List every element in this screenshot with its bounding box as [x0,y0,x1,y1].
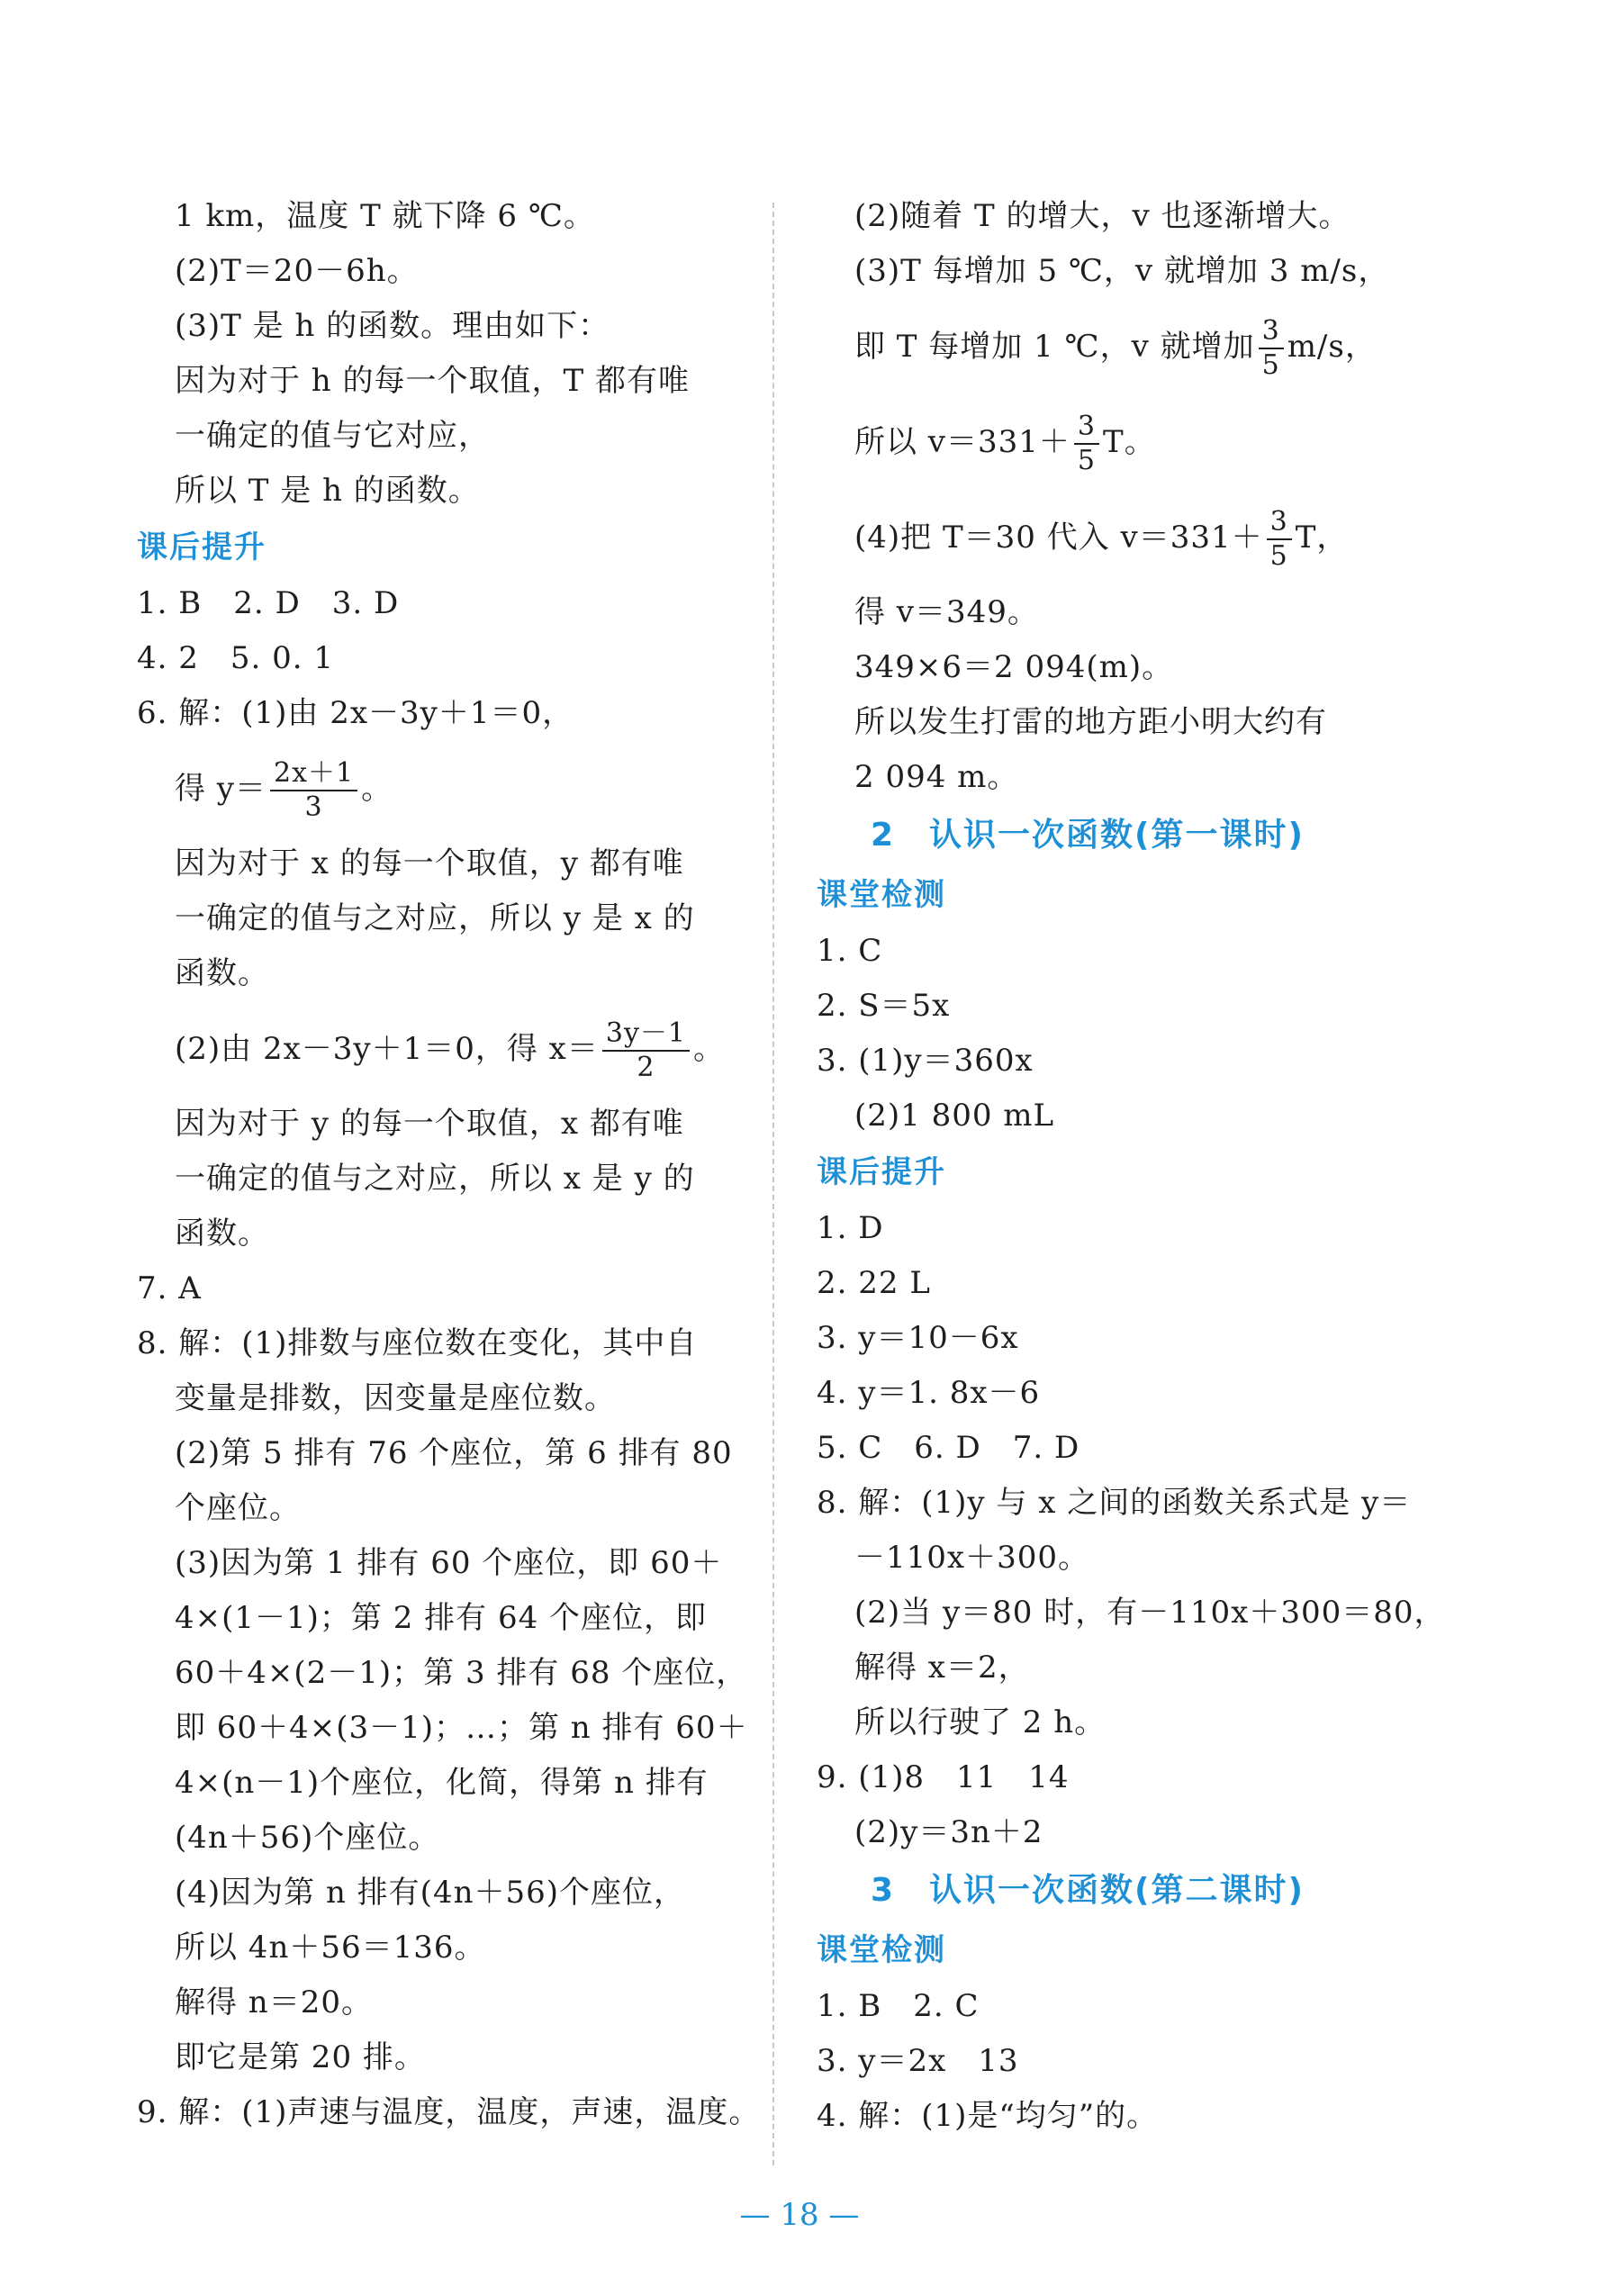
answer-line-fraction [817,394,1447,490]
answer-line: 所以发生打雷的地方距小明大约有 [854,704,1327,740]
answer-line: (2)当 y＝80 时，有－110x＋300＝80， [854,1595,1446,1631]
fraction-numerator: 3 [1267,506,1292,540]
answer-line: 349×6＝2 094(m)。 [854,649,1174,685]
fraction-numerator: 3 [1259,315,1284,349]
answer-line: 60＋4×(2－1)；第 3 排有 68 个座位， [175,1655,748,1691]
answer-line: 解得 n＝20。 [175,1984,373,2020]
text: 所以 v＝331＋ [854,424,1071,460]
fraction-numerator: 2x＋1 [270,757,357,791]
answer-line: 2 094 m。 [854,759,1019,795]
answer-line: 1. C [817,933,883,969]
answer-line: 1. B 2. C [817,1988,980,2024]
answer-line: 因为对于 x 的每一个取值，y 都有唯 [175,845,684,881]
fraction-denominator: 5 [1077,445,1097,476]
answer-line: 4×(1－1)；第 2 排有 64 个座位，即 [175,1600,708,1636]
text: 即 T 每增加 1 ℃，v 就增加 [854,329,1255,365]
answer-line: 一确定的值与它对应， [175,418,490,454]
answer-line: 2. S＝5x [817,988,951,1024]
text: 。 [693,1031,725,1067]
answer-line: 因为对于 h 的每一个取值，T 都有唯 [175,363,690,399]
answer-line: 所以 T 是 h 的函数。 [175,473,480,509]
text: m/s， [1287,329,1377,365]
section-heading-after-class: 课后提升 [137,529,266,565]
answer-line-fraction [137,1001,749,1097]
answer-line: 4. y＝1. 8x－6 [817,1375,1041,1411]
fraction-denominator: 3 [304,791,323,823]
answer-line: 变量是排数，因变量是座位数。 [175,1380,616,1416]
answer-line: 个座位。 [175,1490,301,1526]
answer-line: (2)T＝20－6h。 [175,253,419,289]
answer-line: 1. B 2. D 3. D [137,585,400,621]
answer-line: 函数。 [175,955,269,991]
answer-line: (2)1 800 mL [854,1098,1055,1134]
answer-line: 6. 解：(1)由 2x－3y＋1＝0， [137,695,574,731]
answer-line: 1 km，温度 T 就下降 6 ℃。 [175,198,595,234]
text: (2)由 2x－3y＋1＝0，得 x＝ [175,1031,599,1067]
section-heading-after-class: 课后提升 [817,1154,946,1190]
answer-line: 函数。 [175,1216,269,1252]
answer-line: 一确定的值与之对应，所以 x 是 y 的 [175,1161,695,1197]
answer-line: 因为对于 y 的每一个取值，x 都有唯 [175,1106,684,1142]
answer-line: 8. 解：(1)y 与 x 之间的函数关系式是 y＝ [817,1485,1412,1521]
answer-line-fraction [817,490,1447,585]
answer-line: 4. 解：(1)是“均匀”的。 [817,2098,1159,2134]
answer-line-fraction [137,741,749,836]
answer-line: 8. 解：(1)排数与座位数在变化，其中自 [137,1325,698,1361]
fraction-numerator: 3 [1074,411,1099,445]
answer-line: (2)第 5 排有 76 个座位，第 6 排有 80 [175,1435,733,1471]
answer-line: (3)因为第 1 排有 60 个座位，即 60＋ [175,1545,723,1581]
answer-line: 解得 x＝2， [854,1650,1030,1686]
answer-line: －110x＋300。 [854,1540,1089,1576]
answer-line: 所以 4n＋56＝136。 [175,1930,486,1966]
answer-line: 7. A [137,1270,202,1306]
answer-line: 即它是第 20 排。 [175,2039,426,2075]
text: (4)把 T＝30 代入 v＝331＋ [854,520,1263,556]
fraction [1074,411,1099,477]
page-number: — 18 — [739,2197,860,2233]
fraction [1259,315,1284,382]
answer-line: 2. 22 L [817,1265,931,1301]
text: 。 [361,771,393,807]
answer-line: (2)随着 T 的增大，v 也逐渐增大。 [854,198,1351,234]
text: 得 y＝ [175,771,267,807]
fraction-denominator: 5 [1261,349,1280,381]
answer-line: (4)因为第 n 排有(4n＋56)个座位， [175,1875,685,1911]
fraction [602,1017,690,1084]
fraction [270,757,357,824]
answer-line: 3. y＝2x 13 [817,2043,1019,2079]
answer-line: 9. 解：(1)声速与温度，温度，声速，温度。 [137,2094,761,2130]
fraction-numerator: 3y－1 [602,1017,690,1052]
column-divider [772,203,774,2165]
fraction-denominator: 5 [1269,540,1288,572]
answer-line: 所以行驶了 2 h。 [854,1704,1107,1740]
section-title-lesson-2: 2 认识一次函数(第一课时) [871,817,1305,854]
text: T， [1295,520,1349,556]
answer-line: (3)T 是 h 的函数。理由如下： [175,308,610,344]
section-heading-in-class: 课堂检测 [817,877,946,913]
answer-line: 5. C 6. D 7. D [817,1430,1080,1466]
answer-line: 得 v＝349。 [854,594,1039,630]
answer-line: 一确定的值与之对应，所以 y 是 x 的 [175,900,695,936]
fraction [1267,506,1292,573]
answer-line: (2)y＝3n＋2 [854,1814,1043,1850]
answer-line: 即 60＋4×(3－1)；…；第 n 排有 60＋ [175,1710,748,1746]
answer-line: 4. 2 5. 0. 1 [137,640,335,676]
fraction-denominator: 2 [637,1052,655,1083]
text: T。 [1103,424,1156,460]
answer-line: 1. D [817,1210,884,1246]
answer-line: (3)T 每增加 5 ℃，v 就增加 3 m/s， [854,253,1390,289]
answer-line-fraction [817,299,1447,394]
answer-line: 3. y＝10－6x [817,1320,1019,1356]
answer-line: 3. (1)y＝360x [817,1043,1034,1079]
answer-line: (4n＋56)个座位。 [175,1820,440,1856]
right-column [817,189,1447,2144]
left-column [137,189,761,2140]
answer-line: 9. (1)8 11 14 [817,1759,1070,1795]
answer-line: 4×(n－1)个座位，化简，得第 n 排有 [175,1765,709,1801]
section-title-lesson-3: 3 认识一次函数(第二课时) [871,1872,1305,1909]
section-heading-in-class: 课堂检测 [817,1932,946,1968]
